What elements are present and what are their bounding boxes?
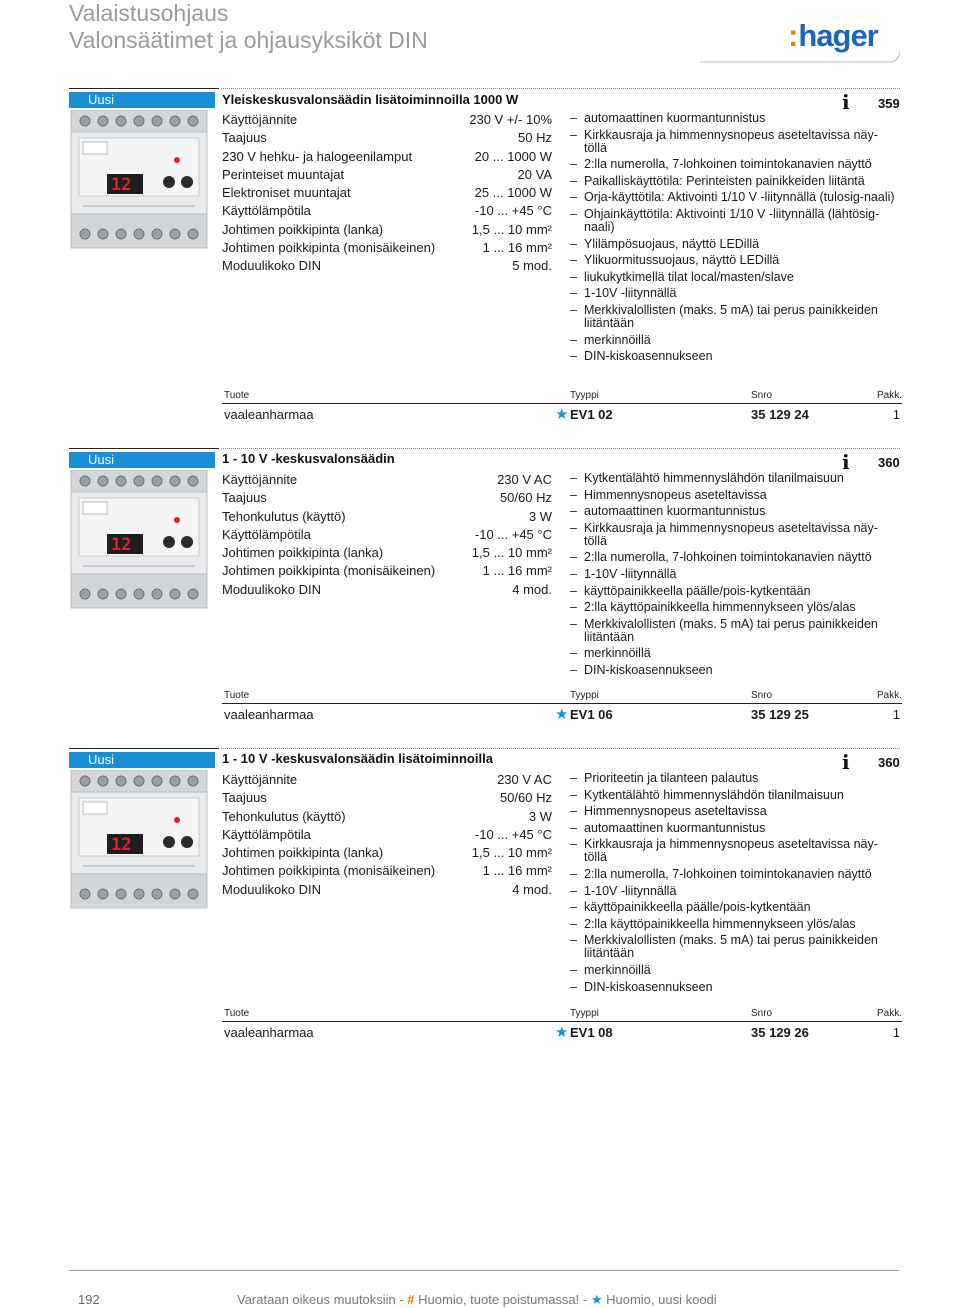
spec-label: Johtimen poikkipinta (lanka)	[222, 845, 384, 861]
col-product: Tuote	[224, 690, 250, 701]
spec-row	[222, 789, 552, 807]
feature-item: – Ylilämpösuojaus, näyttö LEDillä	[570, 238, 900, 251]
feature-list	[570, 472, 900, 681]
spec-row	[222, 808, 552, 826]
spec-label: Moduulikoko DIN	[222, 581, 321, 597]
spec-row	[222, 826, 552, 844]
col-type: Tyyppi	[570, 1008, 599, 1019]
spec-value: 25 ... 1000 W	[474, 185, 552, 201]
feature-item: – Kirkkausraja ja himmennysnopeus aseteltavissa näy-töllä	[570, 129, 900, 155]
pack-qty: 1	[892, 707, 900, 722]
spec-row	[222, 508, 552, 526]
spec-value: -10 ... +45 °C	[474, 826, 552, 842]
info-icon: i	[842, 750, 850, 774]
product-image	[69, 110, 209, 258]
product-title: 1 - 10 V -keskusvalonsäädin lisätoiminnoilla	[222, 751, 493, 766]
feature-list	[570, 112, 900, 367]
spec-row	[222, 526, 552, 544]
new-code-star-icon: ★	[555, 706, 569, 723]
spec-value: 4 mod.	[512, 881, 552, 897]
spec-label: Taajuus	[222, 130, 267, 146]
col-pack: Pakk.	[876, 1008, 902, 1019]
spec-row	[222, 111, 552, 129]
spec-label: Perinteiset muuntajat	[222, 166, 345, 182]
spec-label: Tehonkulutus (käyttö)	[222, 508, 346, 524]
dimmer-device-image	[69, 110, 209, 258]
feature-item: – 2:lla käyttöpainikkeella himmennykseen ylös/alas	[570, 601, 900, 614]
sno-code: 35 129 24	[751, 407, 809, 422]
spec-row	[222, 129, 552, 147]
feature-item: – DIN-kiskoasennukseen	[570, 350, 900, 363]
catalog-code: 359	[878, 96, 900, 111]
page-number: 192	[78, 1292, 100, 1307]
spec-label: Taajuus	[222, 490, 267, 506]
spec-value: 50/60 Hz	[499, 790, 552, 806]
spec-row	[222, 771, 552, 789]
feature-item: – 2:lla käyttöpainikkeella himmennykseen ylös/alas	[570, 918, 900, 931]
feature-item: – automaattinen kuormantunnistus	[570, 505, 900, 518]
spec-value: 1,5 ... 10 mm²	[471, 845, 552, 861]
page-title: Valaistusohjaus Valonsäätimet ja ohjausyksiköt DIN	[69, 0, 428, 53]
spec-value: 1 ... 16 mm²	[482, 240, 552, 256]
spec-row	[222, 844, 552, 862]
spec-row	[222, 239, 552, 257]
spec-value: 230 V +/- 10%	[469, 112, 552, 127]
spec-label: Elektroniset muuntajat	[222, 185, 351, 201]
spec-value: 1 ... 16 mm²	[482, 863, 552, 879]
spec-label: Johtimen poikkipinta (monisäikeinen)	[222, 563, 436, 579]
dimmer-device-image	[69, 770, 209, 918]
feature-item: – merkinnöillä	[570, 964, 900, 977]
feature-item: – Kytkentälähtö himmennyslähdön tilanilmaisuun	[570, 472, 900, 485]
footer-note: Varataan oikeus muutoksiin - # Huomio, tuote poistumassa! - ★ Huomio, uusi koodi	[237, 1292, 717, 1307]
feature-item: – DIN-kiskoasennukseen	[570, 981, 900, 994]
spec-label: Käyttölämpötila	[222, 526, 311, 542]
spec-label: Taajuus	[222, 790, 267, 806]
order-table-divider	[222, 703, 902, 704]
product-color: vaaleanharmaa	[224, 707, 314, 722]
spec-value: 20 ... 1000 W	[474, 148, 552, 164]
spec-value: 4 mod.	[512, 581, 552, 597]
spec-label: Johtimen poikkipinta (monisäikeinen)	[222, 863, 436, 879]
spec-value: 50/60 Hz	[499, 490, 552, 506]
spec-row	[222, 544, 552, 562]
spec-value: 5 mod.	[512, 258, 552, 274]
feature-item: – Kirkkausraja ja himmennysnopeus aseteltavissa näy-töllä	[570, 838, 900, 864]
catalog-code: 360	[878, 755, 900, 770]
spec-value: 230 V AC	[497, 772, 552, 787]
spec-label: Käyttölämpötila	[222, 203, 311, 219]
feature-item: – Ylikuormitussuojaus, näyttö LEDillä	[570, 254, 900, 267]
product-image	[69, 470, 209, 618]
feature-item: – automaattinen kuormantunnistus	[570, 822, 900, 835]
feature-item: – Himmennysnopeus aseteltavissa	[570, 489, 900, 502]
spec-row	[222, 581, 552, 599]
product-image	[69, 770, 209, 918]
col-type: Tyyppi	[570, 390, 599, 401]
feature-item: – 1-10V -liitynnällä	[570, 885, 900, 898]
spec-list	[222, 771, 552, 899]
feature-item: – merkinnöillä	[570, 334, 900, 347]
spec-label: Tehonkulutus (käyttö)	[222, 808, 346, 824]
feature-item: – automaattinen kuormantunnistus	[570, 112, 900, 125]
svg-text:12: 12	[111, 535, 132, 555]
spec-label: Moduulikoko DIN	[222, 258, 321, 274]
spec-label: Moduulikoko DIN	[222, 881, 321, 897]
spec-value: 20 VA	[517, 166, 552, 182]
new-badge: Uusi	[69, 752, 215, 768]
col-pack: Pakk.	[876, 690, 902, 701]
pack-qty: 1	[892, 1025, 900, 1040]
col-sno: Snro	[751, 1008, 773, 1019]
feature-item: – käyttöpainikkeella päälle/pois-kytkentään	[570, 585, 900, 598]
sno-code: 35 129 26	[751, 1025, 809, 1040]
spec-row	[222, 166, 552, 184]
spec-label: Käyttöjännite	[222, 472, 298, 487]
spec-value: 50 Hz	[518, 130, 552, 146]
spec-row	[222, 221, 552, 239]
spec-label: Johtimen poikkipinta (lanka)	[222, 545, 384, 561]
spec-value: -10 ... +45 °C	[474, 526, 552, 542]
spec-list	[222, 111, 552, 276]
feature-item: – merkinnöillä	[570, 647, 900, 660]
new-code-star-icon: ★	[555, 1024, 569, 1041]
feature-item: – 2:lla numerolla, 7-lohkoinen toimintokanavien näyttö	[570, 551, 900, 564]
feature-item: – käyttöpainikkeella päälle/pois-kytkentään	[570, 901, 900, 914]
spec-label: Käyttölämpötila	[222, 826, 311, 842]
footer-divider	[69, 1270, 899, 1271]
catalog-code: 360	[878, 455, 900, 470]
feature-item: – 1-10V -liitynnällä	[570, 568, 900, 581]
type-code: EV1 06	[570, 707, 613, 722]
pack-qty: 1	[892, 407, 900, 422]
dimmer-device-image	[69, 470, 209, 618]
spec-row	[222, 257, 552, 275]
spec-value: 3 W	[528, 808, 552, 824]
feature-item: – Merkkivalollisten (maks. 5 mA) tai perus painikkeiden liitäntään	[570, 934, 900, 960]
info-icon: i	[842, 450, 850, 474]
spec-value: 3 W	[528, 508, 552, 524]
product-color: vaaleanharmaa	[224, 407, 314, 422]
product-color: vaaleanharmaa	[224, 1025, 314, 1040]
col-product: Tuote	[224, 390, 250, 401]
col-sno: Snro	[751, 690, 773, 701]
info-icon: i	[842, 90, 850, 114]
new-badge: Uusi	[69, 452, 215, 468]
order-table-divider	[222, 1021, 902, 1022]
col-sno: Snro	[751, 390, 773, 401]
spec-label: Johtimen poikkipinta (monisäikeinen)	[222, 240, 436, 256]
feature-item: – 1-10V -liitynnällä	[570, 287, 900, 300]
feature-item: – 2:lla numerolla, 7-lohkoinen toimintokanavien näyttö	[570, 868, 900, 881]
product-title: 1 - 10 V -keskusvalonsäädin	[222, 451, 395, 466]
spec-row	[222, 184, 552, 202]
spec-row	[222, 202, 552, 220]
spec-label: Johtimen poikkipinta (lanka)	[222, 221, 384, 237]
col-type: Tyyppi	[570, 690, 599, 701]
svg-text:12: 12	[111, 835, 132, 855]
product-title: Yleiskeskusvalonsäädin lisätoiminnoilla 1000 W	[222, 92, 519, 107]
type-code: EV1 08	[570, 1025, 613, 1040]
spec-value: 230 V AC	[497, 472, 552, 487]
hager-logo: :hager	[788, 18, 878, 53]
feature-item: – Paikalliskäyttötila: Perinteisten painikkeiden liitäntä	[570, 175, 900, 188]
feature-item: – 2:lla numerolla, 7-lohkoinen toimintokanavien näyttö	[570, 158, 900, 171]
feature-item: – Kytkentälähtö himmennyslähdön tilanilmaisuun	[570, 789, 900, 802]
feature-item: – Merkkivalollisten (maks. 5 mA) tai perus painikkeiden liitäntään	[570, 304, 900, 330]
spec-row	[222, 862, 552, 880]
spec-value: 1,5 ... 10 mm²	[471, 221, 552, 237]
feature-item: – Himmennysnopeus aseteltavissa	[570, 805, 900, 818]
order-table-divider	[222, 403, 902, 404]
spec-value: -10 ... +45 °C	[474, 203, 552, 219]
feature-item: – liukukytkimellä tilat local/masten/slave	[570, 271, 900, 284]
spec-label: Käyttöjännite	[222, 772, 298, 787]
spec-row	[222, 562, 552, 580]
feature-item: – Kirkkausraja ja himmennysnopeus aseteltavissa näy-töllä	[570, 522, 900, 548]
spec-list	[222, 471, 552, 599]
col-pack: Pakk.	[876, 390, 902, 401]
new-badge: Uusi	[69, 92, 215, 108]
col-product: Tuote	[224, 1008, 250, 1019]
spec-row	[222, 881, 552, 899]
feature-list	[570, 772, 900, 997]
sno-code: 35 129 25	[751, 707, 809, 722]
spec-label: 230 V hehku- ja halogeenilamput	[222, 148, 413, 164]
spec-value: 1,5 ... 10 mm²	[471, 545, 552, 561]
feature-item: – Ohjainkäyttötila: Aktivointi 1/10 V -liitynnällä (lähtösig-naali)	[570, 208, 900, 234]
spec-value: 1 ... 16 mm²	[482, 563, 552, 579]
spec-row	[222, 489, 552, 507]
spec-row	[222, 471, 552, 489]
feature-item: – Merkkivalollisten (maks. 5 mA) tai perus painikkeiden liitäntään	[570, 618, 900, 644]
type-code: EV1 02	[570, 407, 613, 422]
spec-label: Käyttöjännite	[222, 112, 298, 127]
logo-curve-decoration	[700, 42, 900, 64]
new-code-star-icon: ★	[555, 406, 569, 423]
spec-row	[222, 148, 552, 166]
feature-item: – Prioriteetin ja tilanteen palautus	[570, 772, 900, 785]
feature-item: – DIN-kiskoasennukseen	[570, 664, 900, 677]
feature-item: – Orja-käyttötila: Aktivointi 1/10 V -liitynnällä (tulosig-naali)	[570, 191, 900, 204]
svg-text:12: 12	[111, 175, 132, 195]
